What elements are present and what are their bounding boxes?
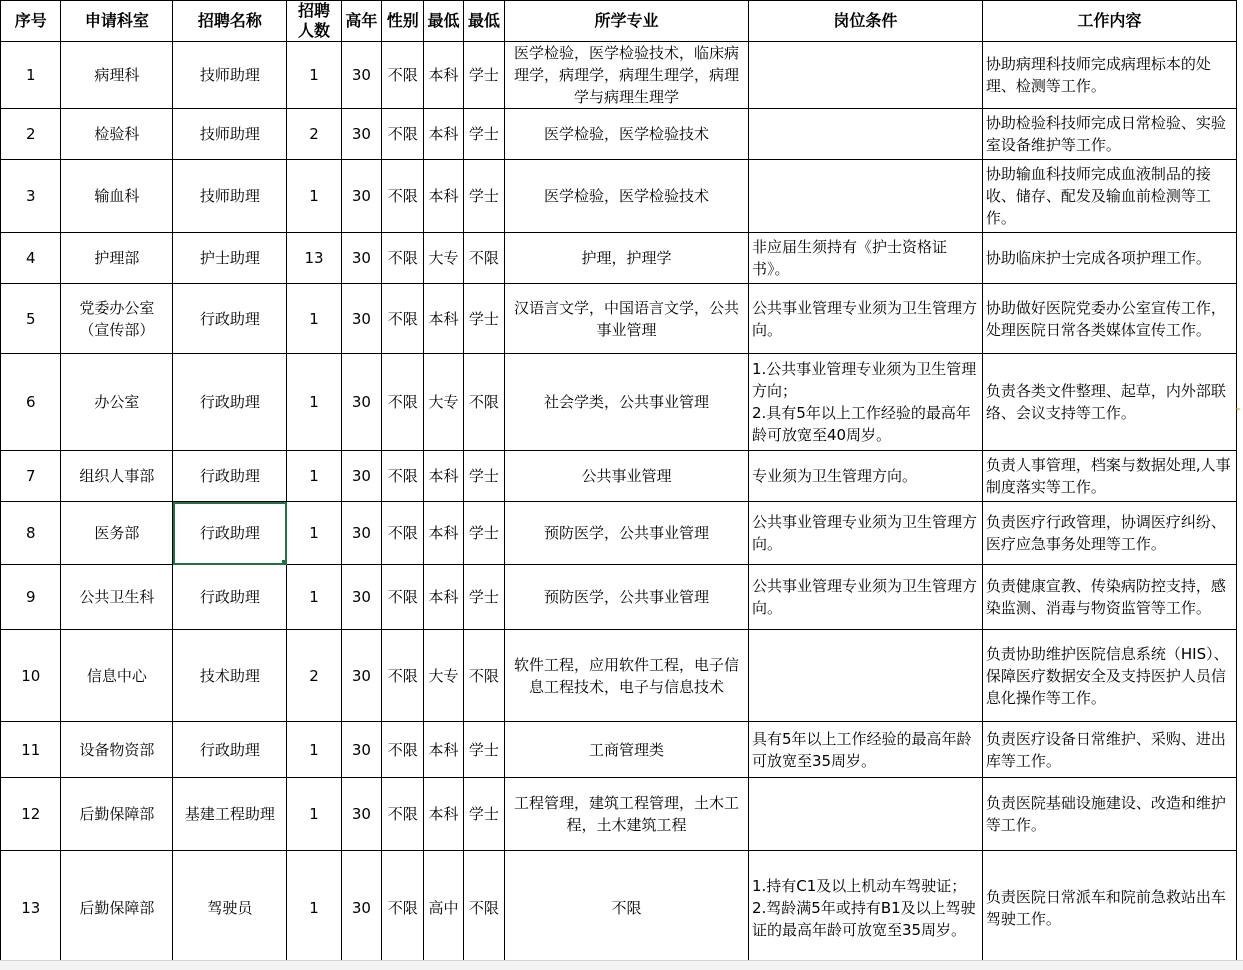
cell-edu[interactable]: 本科 bbox=[424, 109, 463, 160]
cell-edu[interactable]: 本科 bbox=[424, 160, 463, 233]
cell-major[interactable]: 护理，护理学 bbox=[505, 233, 749, 284]
cell-req[interactable] bbox=[748, 630, 982, 722]
cell-dept[interactable]: 公共卫生科 bbox=[61, 565, 173, 630]
cell-title[interactable]: 行政助理 bbox=[173, 722, 287, 778]
cell-count[interactable]: 2 bbox=[287, 109, 341, 160]
cell-duty[interactable]: 协助检验科技师完成日常检验、实验室设备维护等工作。 bbox=[982, 109, 1236, 160]
cell-title[interactable]: 基建工程助理 bbox=[173, 778, 287, 851]
cell-seq[interactable]: 12 bbox=[1, 778, 61, 851]
cell-age[interactable]: 30 bbox=[341, 42, 381, 109]
cell-gender[interactable]: 不限 bbox=[382, 451, 424, 502]
cell-major[interactable]: 医学检验，医学检验技术 bbox=[505, 160, 749, 233]
cell-age[interactable]: 30 bbox=[341, 630, 381, 722]
cell-req[interactable]: 1.持有C1及以上机动车驾驶证； 2.驾龄满5年或持有B1及以上驾驶证的最高年龄可放宽至35周岁。 bbox=[748, 851, 982, 965]
cell-req[interactable]: 非应届生须持有《护士资格证书》。 bbox=[748, 233, 982, 284]
cell-count[interactable]: 1 bbox=[287, 42, 341, 109]
table-row bbox=[1, 502, 1237, 565]
cell-major[interactable]: 汉语言文学，中国语言文学，公共事业管理 bbox=[505, 284, 749, 354]
cell-duty[interactable]: 负责医疗设备日常维护、采购、进出库等工作。 bbox=[982, 722, 1236, 778]
cell-seq[interactable]: 8 bbox=[1, 502, 61, 565]
edge-marker-icon: ⌁ bbox=[1235, 404, 1242, 415]
table-row bbox=[1, 160, 1237, 233]
header-degree[interactable]: 最低 bbox=[463, 1, 504, 42]
cell-dept[interactable]: 检验科 bbox=[61, 109, 173, 160]
cell-duty[interactable]: 负责人事管理，档案与数据处理,人事制度落实等工作。 bbox=[982, 451, 1236, 502]
cell-age[interactable]: 30 bbox=[341, 565, 381, 630]
cell-major[interactable]: 工程管理，建筑工程管理，土木工程，土木建筑工程 bbox=[505, 778, 749, 851]
cell-edu[interactable]: 本科 bbox=[424, 778, 463, 851]
cell-gender[interactable]: 不限 bbox=[382, 722, 424, 778]
cell-degree[interactable]: 学士 bbox=[463, 502, 504, 565]
cell-gender[interactable]: 不限 bbox=[382, 284, 424, 354]
cell-age[interactable]: 30 bbox=[341, 502, 381, 565]
selected-cell-title[interactable]: 行政助理 bbox=[173, 502, 287, 565]
cell-duty[interactable]: 负责医院基础设施建设、改造和维护等工作。 bbox=[982, 778, 1236, 851]
table-row bbox=[1, 109, 1237, 160]
cell-seq[interactable]: 13 bbox=[1, 851, 61, 965]
cell-dept[interactable]: 后勤保障部 bbox=[61, 778, 173, 851]
cell-count[interactable]: 1 bbox=[287, 565, 341, 630]
cell-seq[interactable]: 3 bbox=[1, 160, 61, 233]
header-major[interactable]: 所学专业 bbox=[505, 1, 749, 42]
cell-degree[interactable]: 学士 bbox=[463, 42, 504, 109]
cell-dept[interactable]: 设备物资部 bbox=[61, 722, 173, 778]
cell-gender[interactable]: 不限 bbox=[382, 502, 424, 565]
table-row bbox=[1, 722, 1237, 778]
cell-degree[interactable]: 学士 bbox=[463, 160, 504, 233]
cell-degree[interactable]: 学士 bbox=[463, 778, 504, 851]
cell-major[interactable]: 医学检验，医学检验技术，临床病理学，病理学，病理生理学，病理学与病理生理学 bbox=[505, 42, 749, 109]
cell-degree[interactable]: 学士 bbox=[463, 109, 504, 160]
cell-duty[interactable]: 协助临床护士完成各项护理工作。 bbox=[982, 233, 1236, 284]
table-row bbox=[1, 778, 1237, 851]
cell-dept[interactable]: 组织人事部 bbox=[61, 451, 173, 502]
cell-dept[interactable]: 信息中心 bbox=[61, 630, 173, 722]
cell-dept[interactable]: 输血科 bbox=[61, 160, 173, 233]
cell-edu[interactable]: 本科 bbox=[424, 451, 463, 502]
cell-req[interactable]: 具有5年以上工作经验的最高年龄可放宽至35周岁。 bbox=[748, 722, 982, 778]
cell-seq[interactable]: 1 bbox=[1, 42, 61, 109]
cell-duty[interactable]: 协助病理科技师完成病理标本的处理、检测等工作。 bbox=[982, 42, 1236, 109]
cell-title[interactable]: 技师助理 bbox=[173, 109, 287, 160]
cell-age[interactable]: 30 bbox=[341, 284, 381, 354]
cell-duty[interactable]: 协助输血科技师完成血液制品的接收、储存、配发及输血前检测等工作。 bbox=[982, 160, 1236, 233]
header-duty[interactable]: 工作内容 bbox=[982, 1, 1236, 42]
table-row bbox=[1, 851, 1237, 965]
cell-count[interactable]: 1 bbox=[287, 778, 341, 851]
header-req[interactable]: 岗位条件 bbox=[748, 1, 982, 42]
cell-seq[interactable]: 11 bbox=[1, 722, 61, 778]
cell-req[interactable]: 1.公共事业管理专业须为卫生管理方向； 2.具有5年以上工作经验的最高年龄可放宽至40周岁。 bbox=[748, 354, 982, 451]
cell-title[interactable]: 行政助理 bbox=[173, 565, 287, 630]
cell-degree[interactable]: 不限 bbox=[463, 354, 504, 451]
cell-req[interactable]: 公共事业管理专业须为卫生管理方向。 bbox=[748, 502, 982, 565]
table-row bbox=[1, 233, 1237, 284]
cell-major[interactable]: 软件工程，应用软件工程，电子信息工程技术，电子与信息技术 bbox=[505, 630, 749, 722]
cell-title[interactable]: 行政助理 bbox=[173, 451, 287, 502]
header-row bbox=[1, 1, 1237, 42]
header-edu[interactable]: 最低 bbox=[424, 1, 463, 42]
cell-count[interactable]: 1 bbox=[287, 160, 341, 233]
cell-seq[interactable]: 4 bbox=[1, 233, 61, 284]
cell-major[interactable]: 公共事业管理 bbox=[505, 451, 749, 502]
cell-edu[interactable]: 大专 bbox=[424, 354, 463, 451]
cell-count[interactable]: 1 bbox=[287, 502, 341, 565]
table-row bbox=[1, 630, 1237, 722]
cell-count[interactable]: 1 bbox=[287, 451, 341, 502]
cell-edu[interactable]: 本科 bbox=[424, 565, 463, 630]
table-row bbox=[1, 284, 1237, 354]
cell-req[interactable]: 公共事业管理专业须为卫生管理方向。 bbox=[748, 284, 982, 354]
cell-degree[interactable]: 不限 bbox=[463, 630, 504, 722]
cell-title[interactable]: 技师助理 bbox=[173, 42, 287, 109]
cell-degree[interactable]: 不限 bbox=[463, 233, 504, 284]
header-dept[interactable]: 申请科室 bbox=[61, 1, 173, 42]
cell-major[interactable]: 医学检验，医学检验技术 bbox=[505, 109, 749, 160]
cell-count[interactable]: 1 bbox=[287, 354, 341, 451]
header-gender[interactable]: 性别 bbox=[382, 1, 424, 42]
cell-seq[interactable]: 10 bbox=[1, 630, 61, 722]
cell-gender[interactable]: 不限 bbox=[382, 851, 424, 965]
cell-degree[interactable]: 学士 bbox=[463, 722, 504, 778]
table-row bbox=[1, 42, 1237, 109]
cell-degree[interactable]: 不限 bbox=[463, 851, 504, 965]
cell-req[interactable] bbox=[748, 778, 982, 851]
cell-title[interactable]: 护士助理 bbox=[173, 233, 287, 284]
cell-gender[interactable]: 不限 bbox=[382, 42, 424, 109]
cell-title[interactable]: 行政助理 bbox=[173, 284, 287, 354]
cell-age[interactable]: 30 bbox=[341, 160, 381, 233]
cell-req[interactable] bbox=[748, 42, 982, 109]
header-title[interactable]: 招聘名称 bbox=[173, 1, 287, 42]
cell-age[interactable]: 30 bbox=[341, 233, 381, 284]
cell-edu[interactable]: 本科 bbox=[424, 284, 463, 354]
cell-age[interactable]: 30 bbox=[341, 109, 381, 160]
table-row bbox=[1, 354, 1237, 451]
fill-handle[interactable] bbox=[282, 560, 287, 565]
cell-req[interactable]: 专业须为卫生管理方向。 bbox=[748, 451, 982, 502]
header-age[interactable]: 高年 bbox=[341, 1, 381, 42]
cell-major[interactable]: 预防医学，公共事业管理 bbox=[505, 502, 749, 565]
cell-major[interactable]: 社会学类，公共事业管理 bbox=[505, 354, 749, 451]
cell-req[interactable] bbox=[748, 160, 982, 233]
cell-gender[interactable]: 不限 bbox=[382, 778, 424, 851]
cell-seq[interactable]: 6 bbox=[1, 354, 61, 451]
cell-req[interactable] bbox=[748, 109, 982, 160]
cell-gender[interactable]: 不限 bbox=[382, 109, 424, 160]
header-count[interactable]: 招聘人数 bbox=[287, 1, 341, 42]
cell-dept[interactable]: 病理科 bbox=[61, 42, 173, 109]
cell-edu[interactable]: 本科 bbox=[424, 722, 463, 778]
cell-edu[interactable]: 本科 bbox=[424, 42, 463, 109]
cell-seq[interactable]: 7 bbox=[1, 451, 61, 502]
cell-major[interactable]: 工商管理类 bbox=[505, 722, 749, 778]
cell-gender[interactable]: 不限 bbox=[382, 630, 424, 722]
cell-major[interactable]: 预防医学，公共事业管理 bbox=[505, 565, 749, 630]
cell-gender[interactable]: 不限 bbox=[382, 160, 424, 233]
cell-dept[interactable]: 后勤保障部 bbox=[61, 851, 173, 965]
cell-dept[interactable]: 护理部 bbox=[61, 233, 173, 284]
table-row bbox=[1, 565, 1237, 630]
cell-edu[interactable]: 大专 bbox=[424, 233, 463, 284]
cell-gender[interactable]: 不限 bbox=[382, 233, 424, 284]
cell-count[interactable]: 2 bbox=[287, 630, 341, 722]
cell-edu[interactable]: 本科 bbox=[424, 502, 463, 565]
cell-seq[interactable]: 2 bbox=[1, 109, 61, 160]
cell-duty[interactable]: 负责健康宣教、传染病防控支持，感染监测、消毒与物资监管等工作。 bbox=[982, 565, 1236, 630]
cell-count[interactable]: 1 bbox=[287, 722, 341, 778]
cell-duty[interactable]: 负责医疗行政管理，协调医疗纠纷、医疗应急事务处理等工作。 bbox=[982, 502, 1236, 565]
cell-degree[interactable]: 学士 bbox=[463, 451, 504, 502]
cell-count[interactable]: 1 bbox=[287, 851, 341, 965]
cell-title[interactable]: 技师助理 bbox=[173, 160, 287, 233]
cell-duty[interactable]: 负责协助维护医院信息系统（HIS）、保障医疗数据安全及支持医护人员信息化操作等工作。 bbox=[982, 630, 1236, 722]
cell-gender[interactable]: 不限 bbox=[382, 565, 424, 630]
cell-title[interactable]: 行政助理 bbox=[173, 354, 287, 451]
header-seq[interactable]: 序号 bbox=[1, 1, 61, 42]
cell-req[interactable]: 公共事业管理专业须为卫生管理方向。 bbox=[748, 565, 982, 630]
cell-count[interactable]: 1 bbox=[287, 284, 341, 354]
cell-age[interactable]: 30 bbox=[341, 354, 381, 451]
cell-seq[interactable]: 5 bbox=[1, 284, 61, 354]
table-row bbox=[1, 451, 1237, 502]
cell-edu[interactable]: 高中 bbox=[424, 851, 463, 965]
cell-edu[interactable]: 大专 bbox=[424, 630, 463, 722]
cell-dept[interactable]: 党委办公室（宣传部） bbox=[61, 284, 173, 354]
cell-dept[interactable]: 办公室 bbox=[61, 354, 173, 451]
cell-major[interactable]: 不限 bbox=[505, 851, 749, 965]
cell-dept[interactable]: 医务部 bbox=[61, 502, 173, 565]
cell-degree[interactable]: 学士 bbox=[463, 565, 504, 630]
cell-title[interactable]: 技术助理 bbox=[173, 630, 287, 722]
cell-age[interactable]: 30 bbox=[341, 851, 381, 965]
cell-degree[interactable]: 学士 bbox=[463, 284, 504, 354]
cell-title[interactable]: 驾驶员 bbox=[173, 851, 287, 965]
cell-age[interactable]: 30 bbox=[341, 722, 381, 778]
cell-duty[interactable]: 协助做好医院党委办公室宣传工作，处理医院日常各类媒体宣传工作。 bbox=[982, 284, 1236, 354]
cell-age[interactable]: 30 bbox=[341, 778, 381, 851]
cell-duty[interactable]: 负责医院日常派车和院前急救站出车驾驶工作。 bbox=[982, 851, 1236, 965]
cell-age[interactable]: 30 bbox=[341, 451, 381, 502]
cell-count[interactable]: 13 bbox=[287, 233, 341, 284]
cell-seq[interactable]: 9 bbox=[1, 565, 61, 630]
cell-gender[interactable]: 不限 bbox=[382, 354, 424, 451]
cell-duty[interactable]: 负责各类文件整理、起草，内外部联络、会议支持等工作。 bbox=[982, 354, 1236, 451]
